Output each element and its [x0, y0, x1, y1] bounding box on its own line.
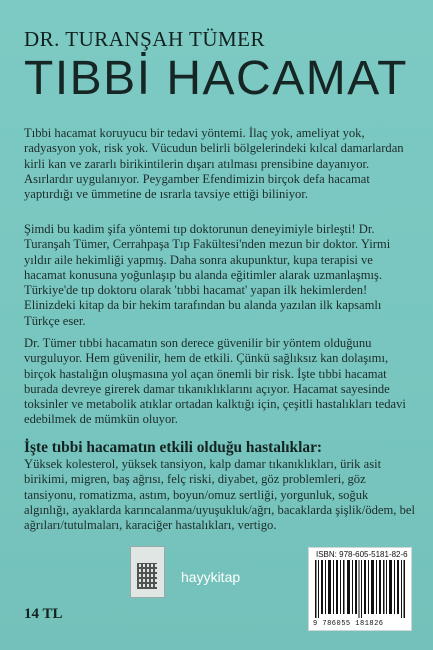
- price-label: 14 TL: [24, 606, 63, 622]
- publisher-logo: hayykitap: [181, 569, 241, 585]
- barcode-icon: [315, 560, 405, 618]
- isbn-number: ISBN: 978-605-5181-82-6: [316, 550, 408, 559]
- author-name: DR. TURANŞAH TÜMER: [24, 27, 266, 51]
- description-paragraph-2: Şimdi bu kadim şifa yöntemi tıp doktorunun deneyimiyle birleşti! Dr. Turanşah Tümer, Cerrahpaşa Tıp Fakültesi'nden mezun bir doktor. Yirmi yıldır aile hekimliği yapmış. Daha sonra akupunktur, kupa terapisi ve hacamat konusuna yoğunlaşıp bu alanda eğitimler alarak uzmanlaşmış. Türkiye'de tıp doktoru olarak 'tıbbi hacamat' yapan ilk hekimlerden! Elinizdeki kitap da bir hekim tarafından bu alanda yazılan ilk kapsamlı Türkçe eser.: [24, 222, 391, 328]
- book-title: TIBBİ HACAMAT: [24, 52, 408, 105]
- description-paragraph-1: Tıbbi hacamat koruyucu bir tedavi yöntemi. İlaç yok, ameliyat yok, radyasyon yok, risk yok. Vücudun belirli bölgelerindeki kılcal damarlardan kirli kan ve zararlı birikintilerin dışarı atılması prensibine dayanıyor. Asırlardır uygulanıyor. Peygamber Efendimizin birçok defa hacamat yaptırdığı ve ümmetine de ısrarla tavsiye ettiği biliniyor.: [24, 126, 404, 202]
- diseases-heading: İşte tıbbi hacamatın etkili olduğu hastalıklar:: [24, 439, 323, 456]
- qr-code-icon: [137, 563, 157, 589]
- barcode-digits: 9 786055 181826: [313, 620, 384, 628]
- security-sticker: [130, 546, 165, 598]
- diseases-list: Yüksek kolesterol, yüksek tansiyon, kalp damar tıkanıklıkları, ürik asit birikimi, migren, baş ağrısı, felç riski, diyabet, göz problemleri, göz tansiyonu, romatizma, astım, boyun/omuz sertliği, yorgunluk, soğuk algınlığı, ayaklarda karıncalanma/uyuşukluk/ağrı, bacaklarda şişlik/ödem, bel ağrıları/tutulmaları, karaciğer hastalıkları, vertigo.: [24, 457, 415, 533]
- isbn-barcode-panel: [308, 547, 412, 631]
- description-paragraph-3: Dr. Tümer tıbbi hacamatın son derece güvenilir bir yöntem olduğunu vurguluyor. Hem güvenilir, hem de etkili. Çünkü sağlıksız kan dolaşımı, birçok hastalığın oluşmasına yol açan önemli bir risk. İşte tıbbi hacamat burada devreye girerek damar tıkanıklıklarını açıyor. Hacamat sayesinde toksinler ve metabolik atıklar ortadan kalktığı için, çeşitli hastalıkları tedavi edebilmek de mümkün oluyor.: [24, 336, 406, 427]
